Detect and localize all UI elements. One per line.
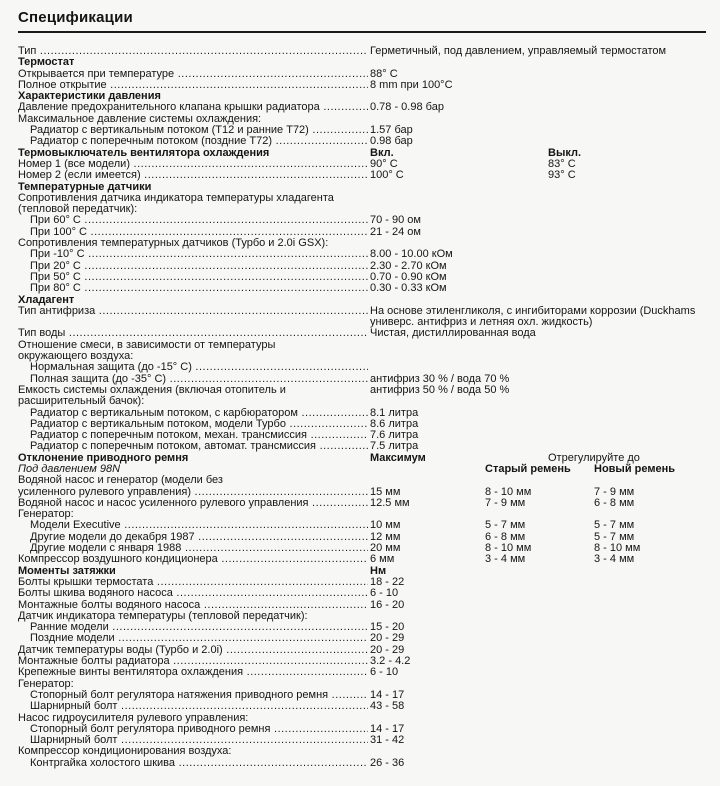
- spec-row: [0, 114, 720, 125]
- spec-label: При 100° С .....: [30, 227, 368, 238]
- spec-row: [0, 396, 720, 407]
- spec-row: [0, 441, 720, 452]
- spec-row: [0, 261, 720, 272]
- spec-label: Датчик индикатора температуры (тепловой передатчик):: [18, 609, 308, 622]
- spec-value: 8.00 - 10.00 кОм: [370, 248, 453, 261]
- spec-label: Другие модели с января 1988 .....: [30, 543, 368, 554]
- spec-label: Насос гидроусилителя рулевого управления:: [18, 711, 249, 724]
- spec-value: 6 - 10: [370, 587, 399, 600]
- spec-value: 12.5 мм: [370, 496, 410, 509]
- spec-row: [0, 656, 720, 667]
- spec-label: Датчик температуры воды (Турбо и 2.0i) .....: [18, 645, 368, 656]
- section-heading: Отклонение приводного ремня: [18, 451, 189, 464]
- spec-value: 15 мм: [370, 485, 401, 498]
- spec-label: При 80° С .....: [30, 283, 368, 294]
- spec-label: Номер 1 (все модели) .....: [18, 159, 368, 170]
- spec-value: 2.30 - 2.70 кОм: [370, 259, 447, 272]
- spec-value: На основе этиленгликоля, с ингибиторами коррозии (Duckhams: [370, 304, 696, 317]
- spec-value: 18 - 22: [370, 575, 405, 588]
- old-belt-value: 8 - 10 мм: [485, 542, 532, 555]
- spec-row: [0, 204, 720, 215]
- spec-label: Нормальная защита (до -15° С) .....: [30, 362, 368, 373]
- spec-row: [0, 611, 720, 622]
- spec-value: 6 мм: [370, 553, 395, 566]
- spec-label: Радиатор с вертикальным потоком (Т12 и ранние Т72) .....: [30, 125, 368, 136]
- spec-row: [0, 215, 720, 226]
- spec-value: Вкл.: [370, 146, 394, 159]
- spec-row: [0, 408, 720, 419]
- spec-label: Болты шкива водяного насоса .....: [18, 588, 368, 599]
- spec-label: Давление предохранительного клапана крышки радиатора .....: [18, 102, 368, 113]
- spec-row: [0, 746, 720, 757]
- spec-row: [0, 272, 720, 283]
- new-belt-value: 5 - 7 мм: [594, 530, 635, 543]
- spec-row: [0, 645, 720, 656]
- spec-label: Под давлением 98N: [18, 462, 121, 475]
- spec-value: 1.57 бар: [370, 124, 413, 137]
- spec-label: Болты крышки термостата .....: [18, 577, 368, 588]
- spec-row: [0, 306, 720, 317]
- spec-row: [0, 159, 720, 170]
- spec-label: расширительный бачок):: [18, 395, 145, 408]
- spec-label: Монтажные болты радиатора .....: [18, 656, 368, 667]
- spec-value: антифриз 30 % / вода 70 %: [370, 372, 510, 385]
- spec-label: Генератор:: [18, 508, 74, 521]
- section-heading: Термовыключатель вентилятора охлаждения: [18, 146, 270, 159]
- spec-row: [0, 566, 720, 577]
- section-heading: Термостат: [18, 56, 75, 69]
- spec-value: 10 мм: [370, 519, 401, 532]
- spec-row: [0, 622, 720, 633]
- page-title: Спецификации: [18, 9, 133, 26]
- spec-row: [0, 554, 720, 565]
- spec-label: При 60° С .....: [30, 215, 368, 226]
- spec-value-off: Выкл.: [548, 146, 582, 159]
- spec-value: 21 - 24 ом: [370, 225, 421, 238]
- spec-label: При 20° С .....: [30, 261, 368, 272]
- spec-label: Полная защита (до -35° С) .....: [30, 374, 368, 385]
- spec-value: 0.70 - 0.90 кОм: [370, 270, 447, 283]
- spec-label: Радиатор с поперечным потоком, автомат. трансмиссия .....: [30, 441, 368, 452]
- spec-row: [0, 701, 720, 712]
- new-belt-value: 7 - 9 мм: [594, 485, 635, 498]
- spec-row: [0, 249, 720, 260]
- title-rule: [18, 31, 706, 33]
- spec-row: [0, 362, 720, 373]
- spec-row: [0, 419, 720, 430]
- new-belt-value: 6 - 8 мм: [594, 496, 635, 509]
- spec-row: [0, 69, 720, 80]
- spec-row: [0, 713, 720, 724]
- new-belt-value: 3 - 4 мм: [594, 553, 635, 566]
- spec-label: Стопорный болт регулятора натяжения приводного ремня .....: [30, 690, 368, 701]
- old-belt-value: 7 - 9 мм: [485, 496, 526, 509]
- spec-value: 0.98 бар: [370, 135, 413, 148]
- spec-row: [0, 475, 720, 486]
- spec-label: Шарнирный болт .....: [30, 735, 368, 746]
- spec-row: [0, 283, 720, 294]
- spec-row: [0, 57, 720, 68]
- spec-value: 6 - 10: [370, 666, 399, 679]
- old-belt-value: Старый ремень: [485, 462, 571, 475]
- spec-value: 0.78 - 0.98 бар: [370, 101, 444, 114]
- spec-label: Другие модели до декабря 1987 .....: [30, 532, 368, 543]
- spec-row: [0, 588, 720, 599]
- spec-value: 12 мм: [370, 530, 401, 543]
- spec-row: [0, 351, 720, 362]
- spec-value: 90° С: [370, 157, 398, 170]
- spec-table: [0, 46, 720, 769]
- spec-value: 8.1 литра: [370, 406, 419, 419]
- spec-value-off: 83° С: [548, 157, 576, 170]
- spec-value: Герметичный, под давлением, управляемый термостатом: [370, 45, 667, 57]
- spec-label: Радиатор с вертикальным потоком, модели Турбо .....: [30, 419, 368, 430]
- spec-row: [0, 667, 720, 678]
- old-belt-value: 6 - 8 мм: [485, 530, 526, 543]
- new-belt-value: 8 - 10 мм: [594, 542, 641, 555]
- spec-row: [0, 498, 720, 509]
- spec-label: Монтажные болты водяного насоса .....: [18, 600, 368, 611]
- spec-row: [0, 690, 720, 701]
- section-heading: Хладагент: [18, 293, 75, 306]
- spec-row: [0, 317, 720, 328]
- spec-label: Емкость системы охлаждения (включая отопитель и: [18, 383, 286, 396]
- spec-row: [0, 758, 720, 769]
- spec-label: Номер 2 (если имеется) .....: [18, 170, 368, 181]
- spec-label: Полное открытие .....: [18, 80, 368, 91]
- spec-value: 16 - 20: [370, 598, 405, 611]
- spec-row: [0, 125, 720, 136]
- spec-row: [0, 91, 720, 102]
- spec-value: универс. антифриз и летняя охл. жидкость): [370, 316, 593, 329]
- spec-label: усиленного рулевого управления) .....: [18, 487, 368, 498]
- spec-value: 8.6 литра: [370, 417, 419, 430]
- old-belt-value: 8 - 10 мм: [485, 485, 532, 498]
- spec-label: Радиатор с вертикальным потоком, с карбюратором .....: [30, 408, 368, 419]
- spec-row: [0, 170, 720, 181]
- spec-label: Тип .....: [18, 46, 368, 57]
- spec-value: Нм: [370, 564, 387, 577]
- spec-label: Компрессор кондиционирования воздуха:: [18, 745, 232, 758]
- spec-label: Стопорный болт регулятора приводного ремня .....: [30, 724, 368, 735]
- spec-row: [0, 238, 720, 249]
- old-belt-value: 3 - 4 мм: [485, 553, 526, 566]
- spec-label: Крепежные винты вентилятора охлаждения .....: [18, 667, 368, 678]
- spec-label: Контргайка холостого шкива .....: [30, 758, 368, 769]
- spec-label: Генератор:: [18, 677, 74, 690]
- adjust-header: Отрегулируйте до: [548, 451, 640, 464]
- spec-label: Поздние модели .....: [30, 633, 368, 644]
- spec-label: Отношение смеси, в зависимости от температуры: [18, 338, 276, 351]
- spec-label: Водяной насос и генератор (модели без: [18, 474, 223, 487]
- spec-value: 7.5 литра: [370, 440, 419, 453]
- spec-row: [0, 577, 720, 588]
- spec-label: При -10° С .....: [30, 249, 368, 260]
- spec-value: 14 - 17: [370, 688, 405, 701]
- spec-row: [0, 148, 720, 159]
- spec-label: Ранние модели .....: [30, 622, 368, 633]
- spec-value: 20 - 29: [370, 643, 405, 656]
- spec-row: [0, 679, 720, 690]
- spec-label: Шарнирный болт .....: [30, 701, 368, 712]
- spec-label: Компрессор воздушного кондиционера .....: [18, 554, 368, 565]
- spec-value: Максимум: [370, 451, 426, 464]
- spec-value: Чистая, дистиллированная вода: [370, 327, 536, 340]
- spec-row: [0, 136, 720, 147]
- spec-value: 3.2 - 4.2: [370, 655, 411, 668]
- spec-value: 0.30 - 0.33 кОм: [370, 282, 447, 295]
- spec-label: Сопротивления температурных датчиков (Турбо и 2.0i GSX):: [18, 237, 329, 250]
- spec-value: 31 - 42: [370, 734, 405, 747]
- spec-value: 8 mm при 100°С: [370, 78, 453, 91]
- spec-value: 14 - 17: [370, 722, 405, 735]
- spec-value: 43 - 58: [370, 700, 405, 713]
- section-heading: Характеристики давления: [18, 90, 161, 103]
- spec-label: Открывается при температуре .....: [18, 69, 368, 80]
- spec-value: 20 - 29: [370, 632, 405, 645]
- spec-value: 88° С: [370, 67, 398, 80]
- spec-value: 7.6 литра: [370, 429, 419, 442]
- spec-label: Радиатор с поперечным потоком, механ. трансмиссия .....: [30, 430, 368, 441]
- spec-label: Модели Executive .....: [30, 520, 368, 531]
- spec-value: антифриз 50 % / вода 50 %: [370, 383, 510, 396]
- spec-value: 26 - 36: [370, 756, 405, 769]
- spec-label: При 50° С .....: [30, 272, 368, 283]
- old-belt-value: 5 - 7 мм: [485, 519, 526, 532]
- spec-label: Тип воды .....: [18, 328, 368, 339]
- spec-label: Радиатор с поперечным потоком (поздние Т72) .....: [30, 136, 368, 147]
- spec-label: Водяной насос и насос усиленного рулевого управления .....: [18, 498, 368, 509]
- spec-label: Сопротивления датчика индикатора температуры хладагента: [18, 191, 334, 204]
- spec-label: окружающего воздуха:: [18, 350, 134, 363]
- section-heading: Моменты затяжки: [18, 564, 116, 577]
- spec-row: [0, 430, 720, 441]
- spec-label: Максимальное давление системы охлаждения:: [18, 112, 262, 125]
- spec-row: [0, 724, 720, 735]
- spec-value: 15 - 20: [370, 621, 405, 634]
- spec-value-off: 93° С: [548, 169, 576, 182]
- section-heading: Температурные датчики: [18, 180, 152, 193]
- spec-value: 20 мм: [370, 542, 401, 555]
- spec-label: (тепловой передатчик):: [18, 203, 138, 216]
- spec-label: Тип антифриза .....: [18, 306, 368, 317]
- spec-value: 100° С: [370, 169, 404, 182]
- new-belt-value: 5 - 7 мм: [594, 519, 635, 532]
- spec-value: 70 - 90 ом: [370, 214, 421, 227]
- spec-row: [0, 46, 720, 57]
- new-belt-value: Новый ремень: [594, 462, 675, 475]
- spec-row: [0, 633, 720, 644]
